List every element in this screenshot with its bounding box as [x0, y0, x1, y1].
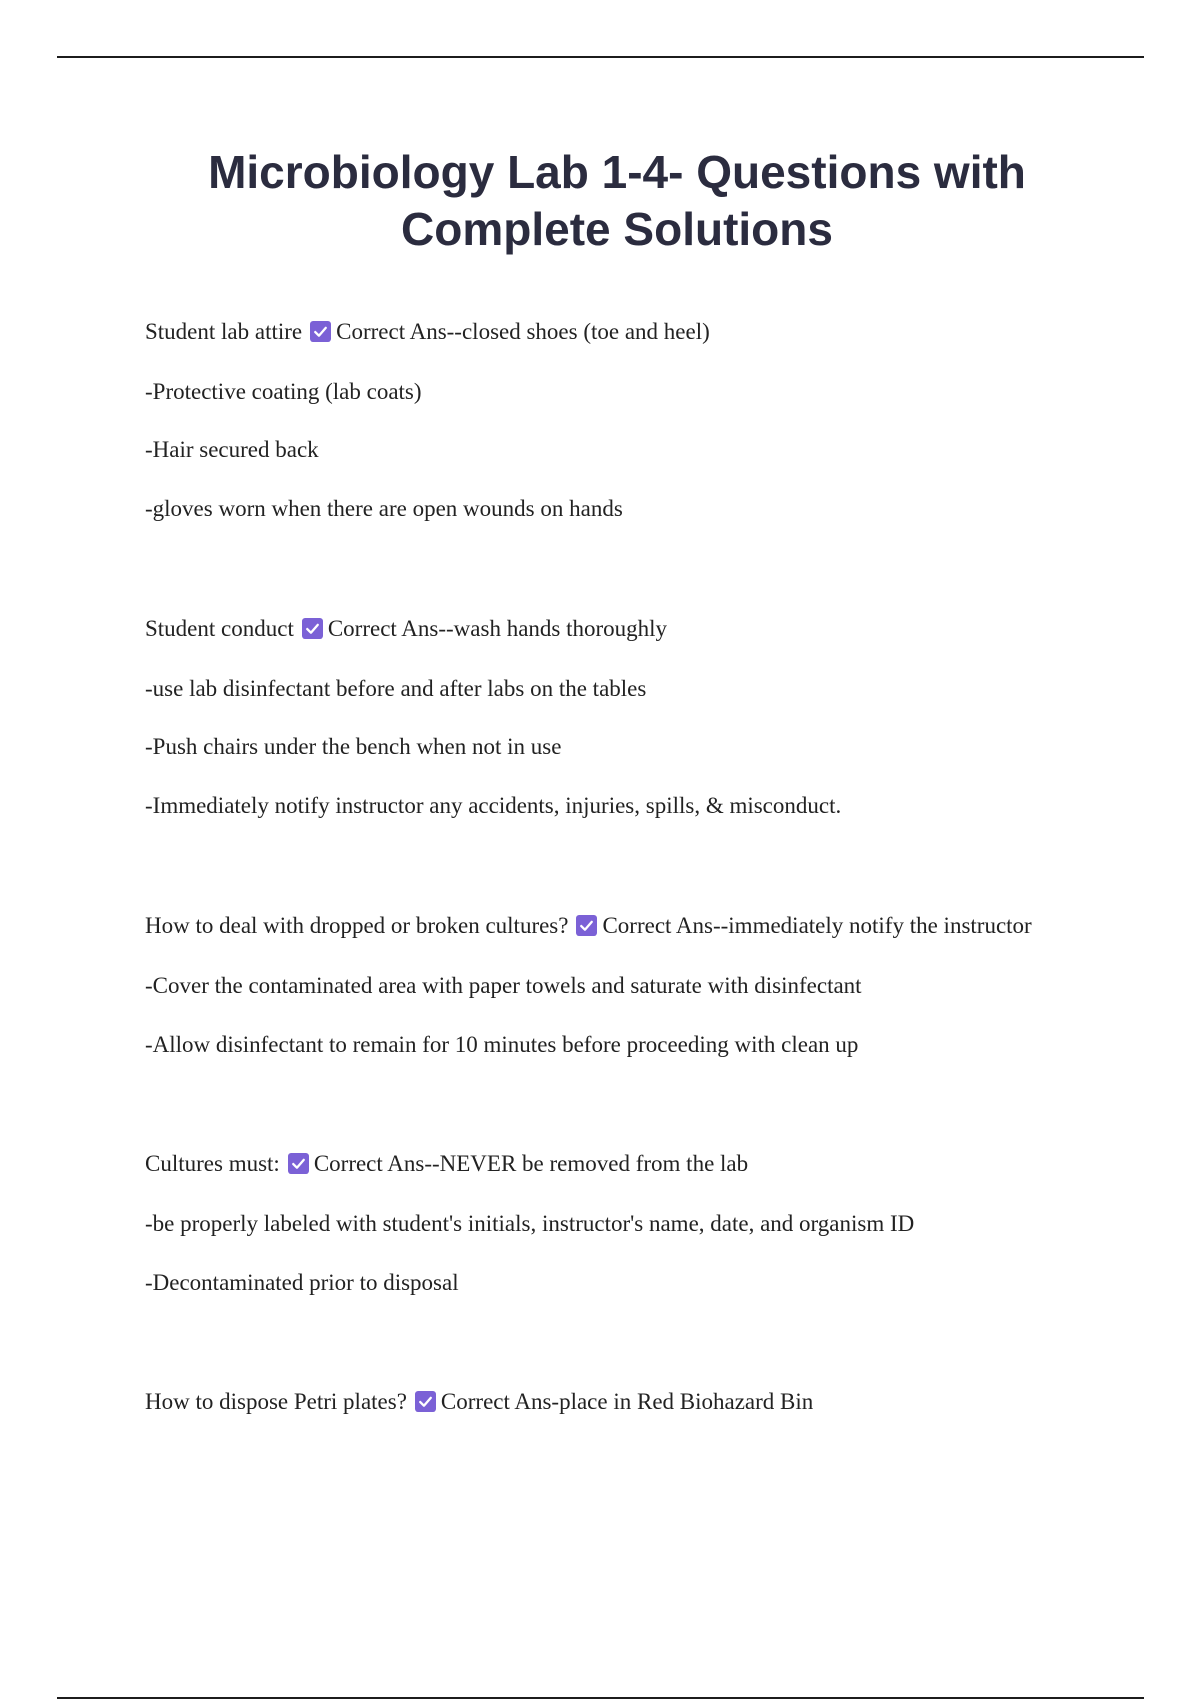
qa-item-4-question-line	[145, 1149, 748, 1179]
qa-item-1-detail: -Hair secured back	[145, 437, 319, 462]
question-text: How to dispose Petri plates?	[145, 1389, 407, 1414]
question-text: Student lab attire	[145, 319, 303, 344]
title-line-1: Microbiology Lab 1-4- Questions with	[208, 146, 1026, 198]
qa-item-2-detail: -Immediately notify instructor any accidents, injuries, spills, & misconduct.	[145, 793, 842, 818]
checkbox-checked-icon	[302, 618, 323, 639]
answer-text: Correct Ans-place in Red Biohazard Bin	[440, 1389, 814, 1414]
qa-item-4-detail: -be properly labeled with student's initials, instructor's name, date, and organism ID	[145, 1211, 915, 1236]
qa-item-1-detail: -gloves worn when there are open wounds on hands	[145, 496, 623, 521]
qa-item-1-detail: -Protective coating (lab coats)	[145, 379, 422, 404]
bottom-rule	[57, 1697, 1144, 1699]
checkbox-checked-icon	[415, 1391, 436, 1412]
answer-text: Correct Ans--closed shoes (toe and heel)	[336, 319, 710, 344]
qa-item-3-detail: -Allow disinfectant to remain for 10 minutes before proceeding with clean up	[145, 1032, 859, 1057]
question-text: Cultures must:	[145, 1151, 280, 1176]
question-text: Student conduct	[145, 616, 294, 641]
question-text: How to deal with dropped or broken cultures?	[145, 913, 569, 938]
answer-text: Correct Ans--NEVER be removed from the lab	[313, 1151, 749, 1176]
qa-item-2-detail: -Push chairs under the bench when not in use	[145, 734, 562, 759]
qa-item-1-question-line	[145, 317, 710, 347]
qa-item-5-question-line	[145, 1387, 813, 1417]
answer-text: Correct Ans--wash hands thoroughly	[327, 616, 668, 641]
answer-text: Correct Ans--immediately notify the instructor	[602, 913, 1032, 938]
title-line-2: Complete Solutions	[401, 203, 833, 255]
checkbox-checked-icon	[310, 321, 331, 342]
checkbox-checked-icon	[576, 915, 597, 936]
checkbox-checked-icon	[288, 1153, 309, 1174]
qa-item-2-detail: -use lab disinfectant before and after labs on the tables	[145, 676, 647, 701]
qa-item-4-detail: -Decontaminated prior to disposal	[145, 1270, 459, 1295]
qa-item-3-detail: -Cover the contaminated area with paper towels and saturate with disinfectant	[145, 973, 862, 998]
qa-item-3-question-line	[145, 911, 1032, 941]
qa-item-2-question-line	[145, 614, 667, 644]
